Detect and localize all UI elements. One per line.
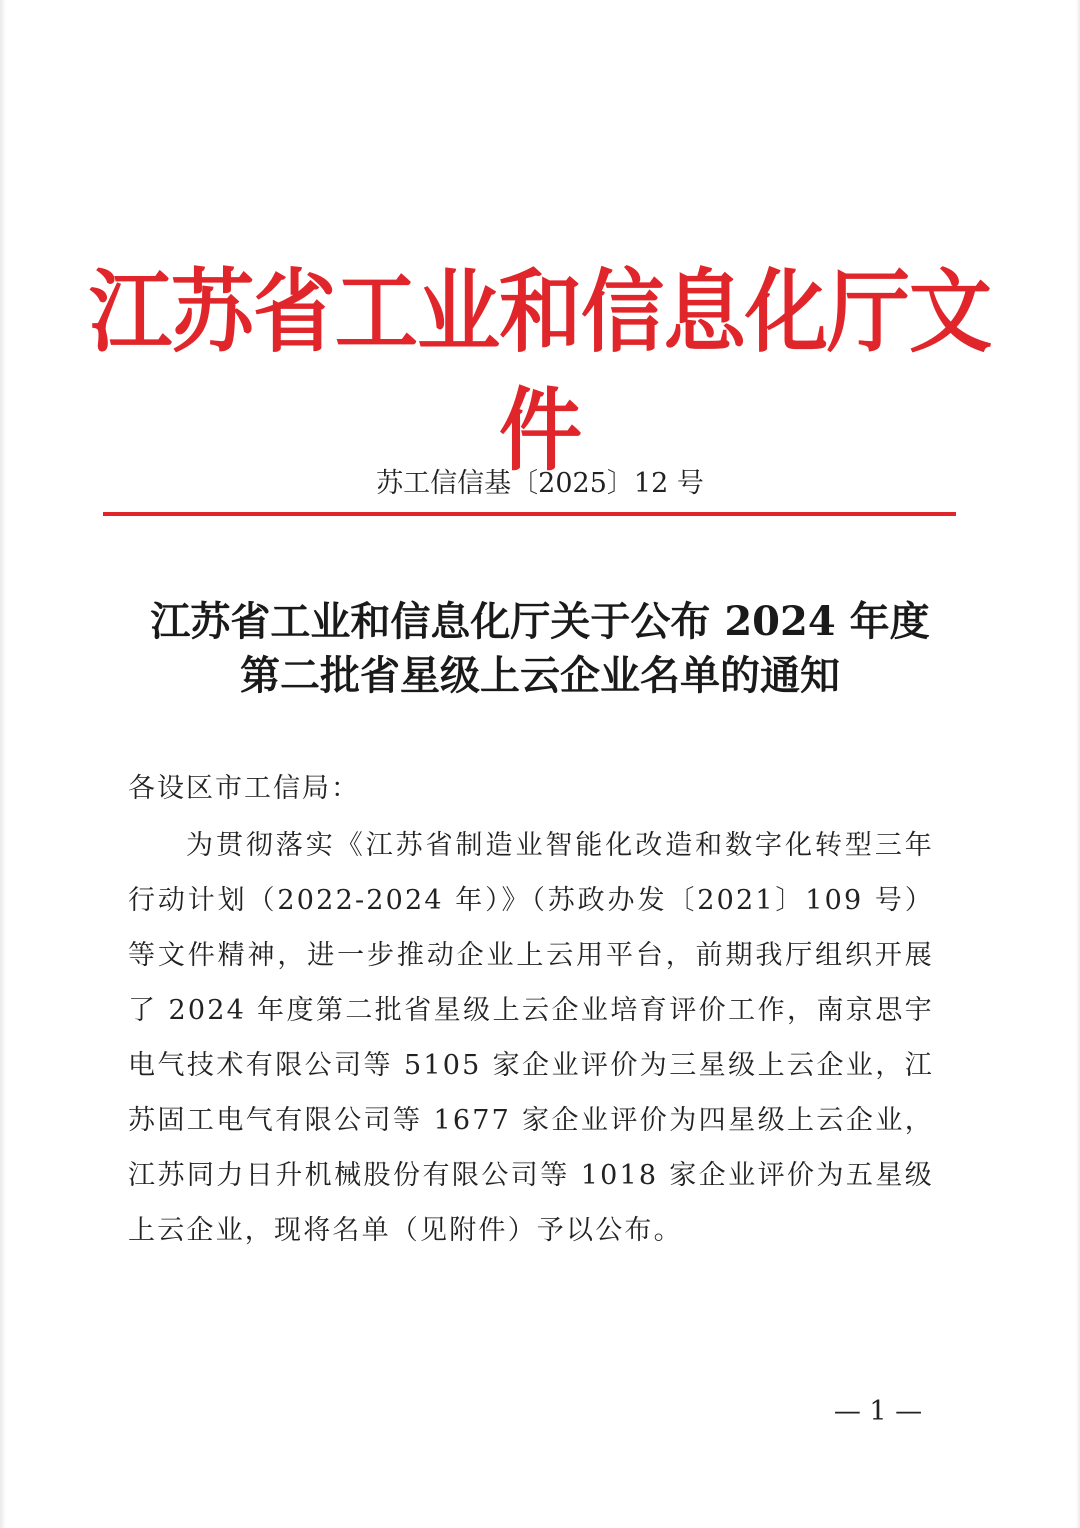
body-paragraph: 为贯彻落实《江苏省制造业智能化改造和数字化转型三年行动计划（2022-2024 年）》（苏政办发〔2021〕109 号）等文件精神，进一步推动企业上云用平台，前期我厅组织开展了 2024 年度第二批省星级上云企业培育评价工作，南京思宇电气技术有限公司等 5105 家企业评价为三星级上云企业，江苏固工电气有限公司等 1677 家企业评价为四星级上云企业，江苏同力日升机械股份有限公司等 1018 家企业评价为五星级上云企业，现将名单（见附件）予以公布。 (128, 830, 934, 1246)
title-line-1: 江苏省工业和信息化厅关于公布 2024 年度 (150, 598, 930, 645)
salutation: 各设区市工信局： (128, 773, 360, 804)
page-right-edge (1076, 0, 1080, 1528)
document-number: 苏工信信基〔2025〕12 号 (376, 468, 704, 499)
page-number: — 1 — (833, 1396, 923, 1427)
red-separator-line (103, 512, 956, 516)
title-line-2: 第二批省星级上云企业名单的通知 (240, 652, 840, 699)
document-masthead: 江苏省工业和信息化厅文件 (89, 259, 991, 484)
document-title (60, 595, 1020, 703)
page-left-edge (0, 0, 6, 1528)
